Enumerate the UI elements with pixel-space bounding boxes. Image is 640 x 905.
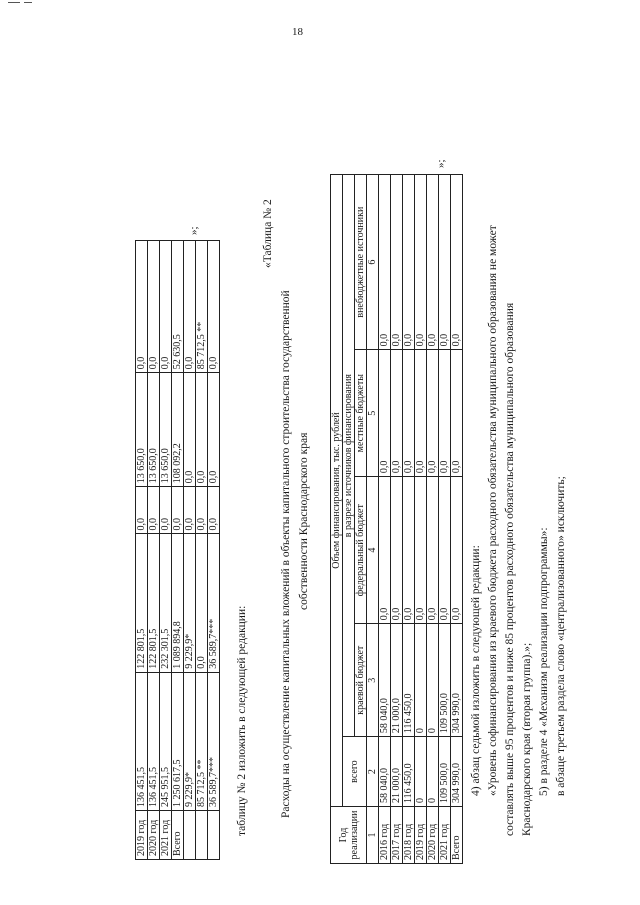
scan-mark [24,2,32,3]
table-title-line-2: собственности Краснодарского края [298,432,310,610]
header-federal: федеральный бюджет [355,477,367,624]
table-cell: 109 500,0 [439,624,451,737]
table-cell: 108 092,2 [172,373,184,487]
table-cell: 0,0 [160,487,172,534]
table-row [136,241,148,860]
table-cell: 0,0 [439,477,451,624]
table-row [184,241,196,860]
table-cell: 0,0 [208,241,220,373]
table-cell: 0,0 [427,350,439,477]
table-cell: 2021 год [439,807,451,864]
table-cell: 0,0 [136,487,148,534]
table-2 [330,174,463,864]
table-cell: 0,0 [196,487,208,534]
table-cell [196,811,208,860]
table-cell: 58 040,0 [379,624,391,737]
table-cell: 0 [415,737,427,807]
table-row [403,175,415,864]
table-cell: 13 650,0 [136,373,148,487]
table-cell: 0,0 [148,487,160,534]
header-year: Год реализации [331,807,367,864]
table-cell: 0,0 [415,350,427,477]
table-cell [184,811,196,860]
table-cell: 0,0 [208,487,220,534]
paragraph-4-quote: «Уровень софинансирования из краевого бюджета расходного обязательства муниципального образования не может [487,225,499,796]
rotated-page-content [40,40,600,880]
table-cell: 9 229,9* [184,534,196,672]
table-cell: 304 990,0 [451,737,463,807]
table-cell: 109 500,0 [439,737,451,807]
table-cell: 0,0 [439,350,451,477]
col-number: 3 [367,624,379,737]
table-cell: 245 951,5 [160,672,172,810]
table-2-close-quote: »; [435,159,447,168]
table-cell: 0 [427,624,439,737]
table-cell: 2016 год [379,807,391,864]
table-cell: 0,0 [136,241,148,373]
table-row [415,175,427,864]
table-cell: 0,0 [451,477,463,624]
table-cell: 0,0 [184,373,196,487]
table-cell: 0,0 [379,350,391,477]
paragraph-4-quote-line-2: составлять выше 95 процентов и ниже 85 процентов расходного обязательства муниципального образования [504,302,516,836]
paragraph-5-sub: в абзаце третьем раздела слово «централизованного» исключить; [555,476,567,796]
table-cell: 13 650,0 [148,373,160,487]
table-cell: 122 801,5 [136,534,148,672]
table-cell: 136 451,5 [148,672,160,810]
table-cell: 0,0 [427,477,439,624]
table-cell: 0,0 [196,373,208,487]
table-row [196,241,208,860]
header-regional: краевой бюджет [355,624,367,737]
col-number: 1 [367,807,379,864]
header-extrabudget: внебюджетные источники [355,175,367,350]
table-cell: 52 630,5 [172,241,184,373]
table-cell [208,811,220,860]
table-title: Расходы на осуществление капитальных вложений в объекты капитального строительства государственной [280,290,292,818]
page-number: 18 [292,26,303,38]
header-volume: Объем финансирования, тыс. рублей [331,175,343,807]
col-number: 6 [367,175,379,350]
table-cell: 2018 год [403,807,415,864]
table-cell: 2019 год [415,807,427,864]
paragraph-5: 5) в разделе 4 «Механизм реализации подпрограммы»: [538,527,550,796]
table-cell: 1 250 617,5 [172,672,184,810]
table-cell: 0,0 [415,477,427,624]
table-cell: 2017 год [391,807,403,864]
table-row [439,175,451,864]
table-cell: 2021 год [160,811,172,860]
table-cell: 85 712,5 ** [196,672,208,810]
scan-mark [8,2,20,3]
table-1-close-quote: »; [188,226,200,235]
table-cell: 0,0 [403,477,415,624]
table-cell: Всего [172,811,184,860]
table-cell: 0 [427,737,439,807]
table-cell: 0,0 [379,175,391,350]
table-cell: 1 089 894,8 [172,534,184,672]
col-number: 4 [367,477,379,624]
table-row [160,241,172,860]
intro-line: таблицу № 2 изложить в следующей редакции: [236,605,248,836]
table-cell: 232 301,5 [160,534,172,672]
table-cell: 2020 год [427,807,439,864]
table-cell: Всего [451,807,463,864]
table-cell: 2020 год [148,811,160,860]
col-number: 2 [367,737,379,807]
table-cell: 116 450,0 [403,624,415,737]
table-cell: 36 589,7*** [208,672,220,810]
table-cell: 9 229,9* [184,672,196,810]
table-cell: 0,0 [403,350,415,477]
table-cell: 13 650,0 [160,373,172,487]
table-cell: 0,0 [172,487,184,534]
table-cell: 21 000,0 [391,737,403,807]
table-cell: 0,0 [379,477,391,624]
table-row [391,175,403,864]
table-cell: 0,0 [415,175,427,350]
table-cell: 0,0 [427,175,439,350]
header-sources: в разрезе источников финансирования [343,175,355,737]
table-cell: 116 450,0 [403,737,415,807]
table-row [148,241,160,860]
table-cell: 58 040,0 [379,737,391,807]
table-cell: 0,0 [403,175,415,350]
paragraph-4: 4) абзац седьмой изложить в следующей редакции: [470,545,482,796]
table-cell: 0,0 [451,350,463,477]
table-cell: 136 451,5 [136,672,148,810]
table-label: «Таблица № 2 [262,199,274,268]
table-cell: 0,0 [391,350,403,477]
table-row [172,241,184,860]
table-row [379,175,391,864]
col-number: 5 [367,350,379,477]
table-cell: 85 712,5 ** [196,241,208,373]
header-local: местные бюджеты [355,350,367,477]
table-cell: 0,0 [391,175,403,350]
table-cell: 36 589,7*** [208,534,220,672]
table-cell: 0,0 [196,534,208,672]
table-cell: 0,0 [391,477,403,624]
table-row [451,175,463,864]
table-cell: 0,0 [160,241,172,373]
table-cell: 2019 год [136,811,148,860]
table-cell: 0,0 [439,175,451,350]
table-cell: 0,0 [148,241,160,373]
table-cell: 122 801,5 [148,534,160,672]
table-cell: 0,0 [184,487,196,534]
table-row [208,241,220,860]
paragraph-4-quote-line-3: Краснодарского края (вторая группа).»; [521,642,533,836]
table-cell: 0 [415,624,427,737]
table-cell: 0,0 [451,175,463,350]
table-row [427,175,439,864]
table-cell: 21 000,0 [391,624,403,737]
table-cell: 0,0 [208,373,220,487]
table-cell: 0,0 [184,241,196,373]
table-cell: 304 990,0 [451,624,463,737]
table-1-continuation [135,240,220,860]
header-total: всего [343,737,367,807]
